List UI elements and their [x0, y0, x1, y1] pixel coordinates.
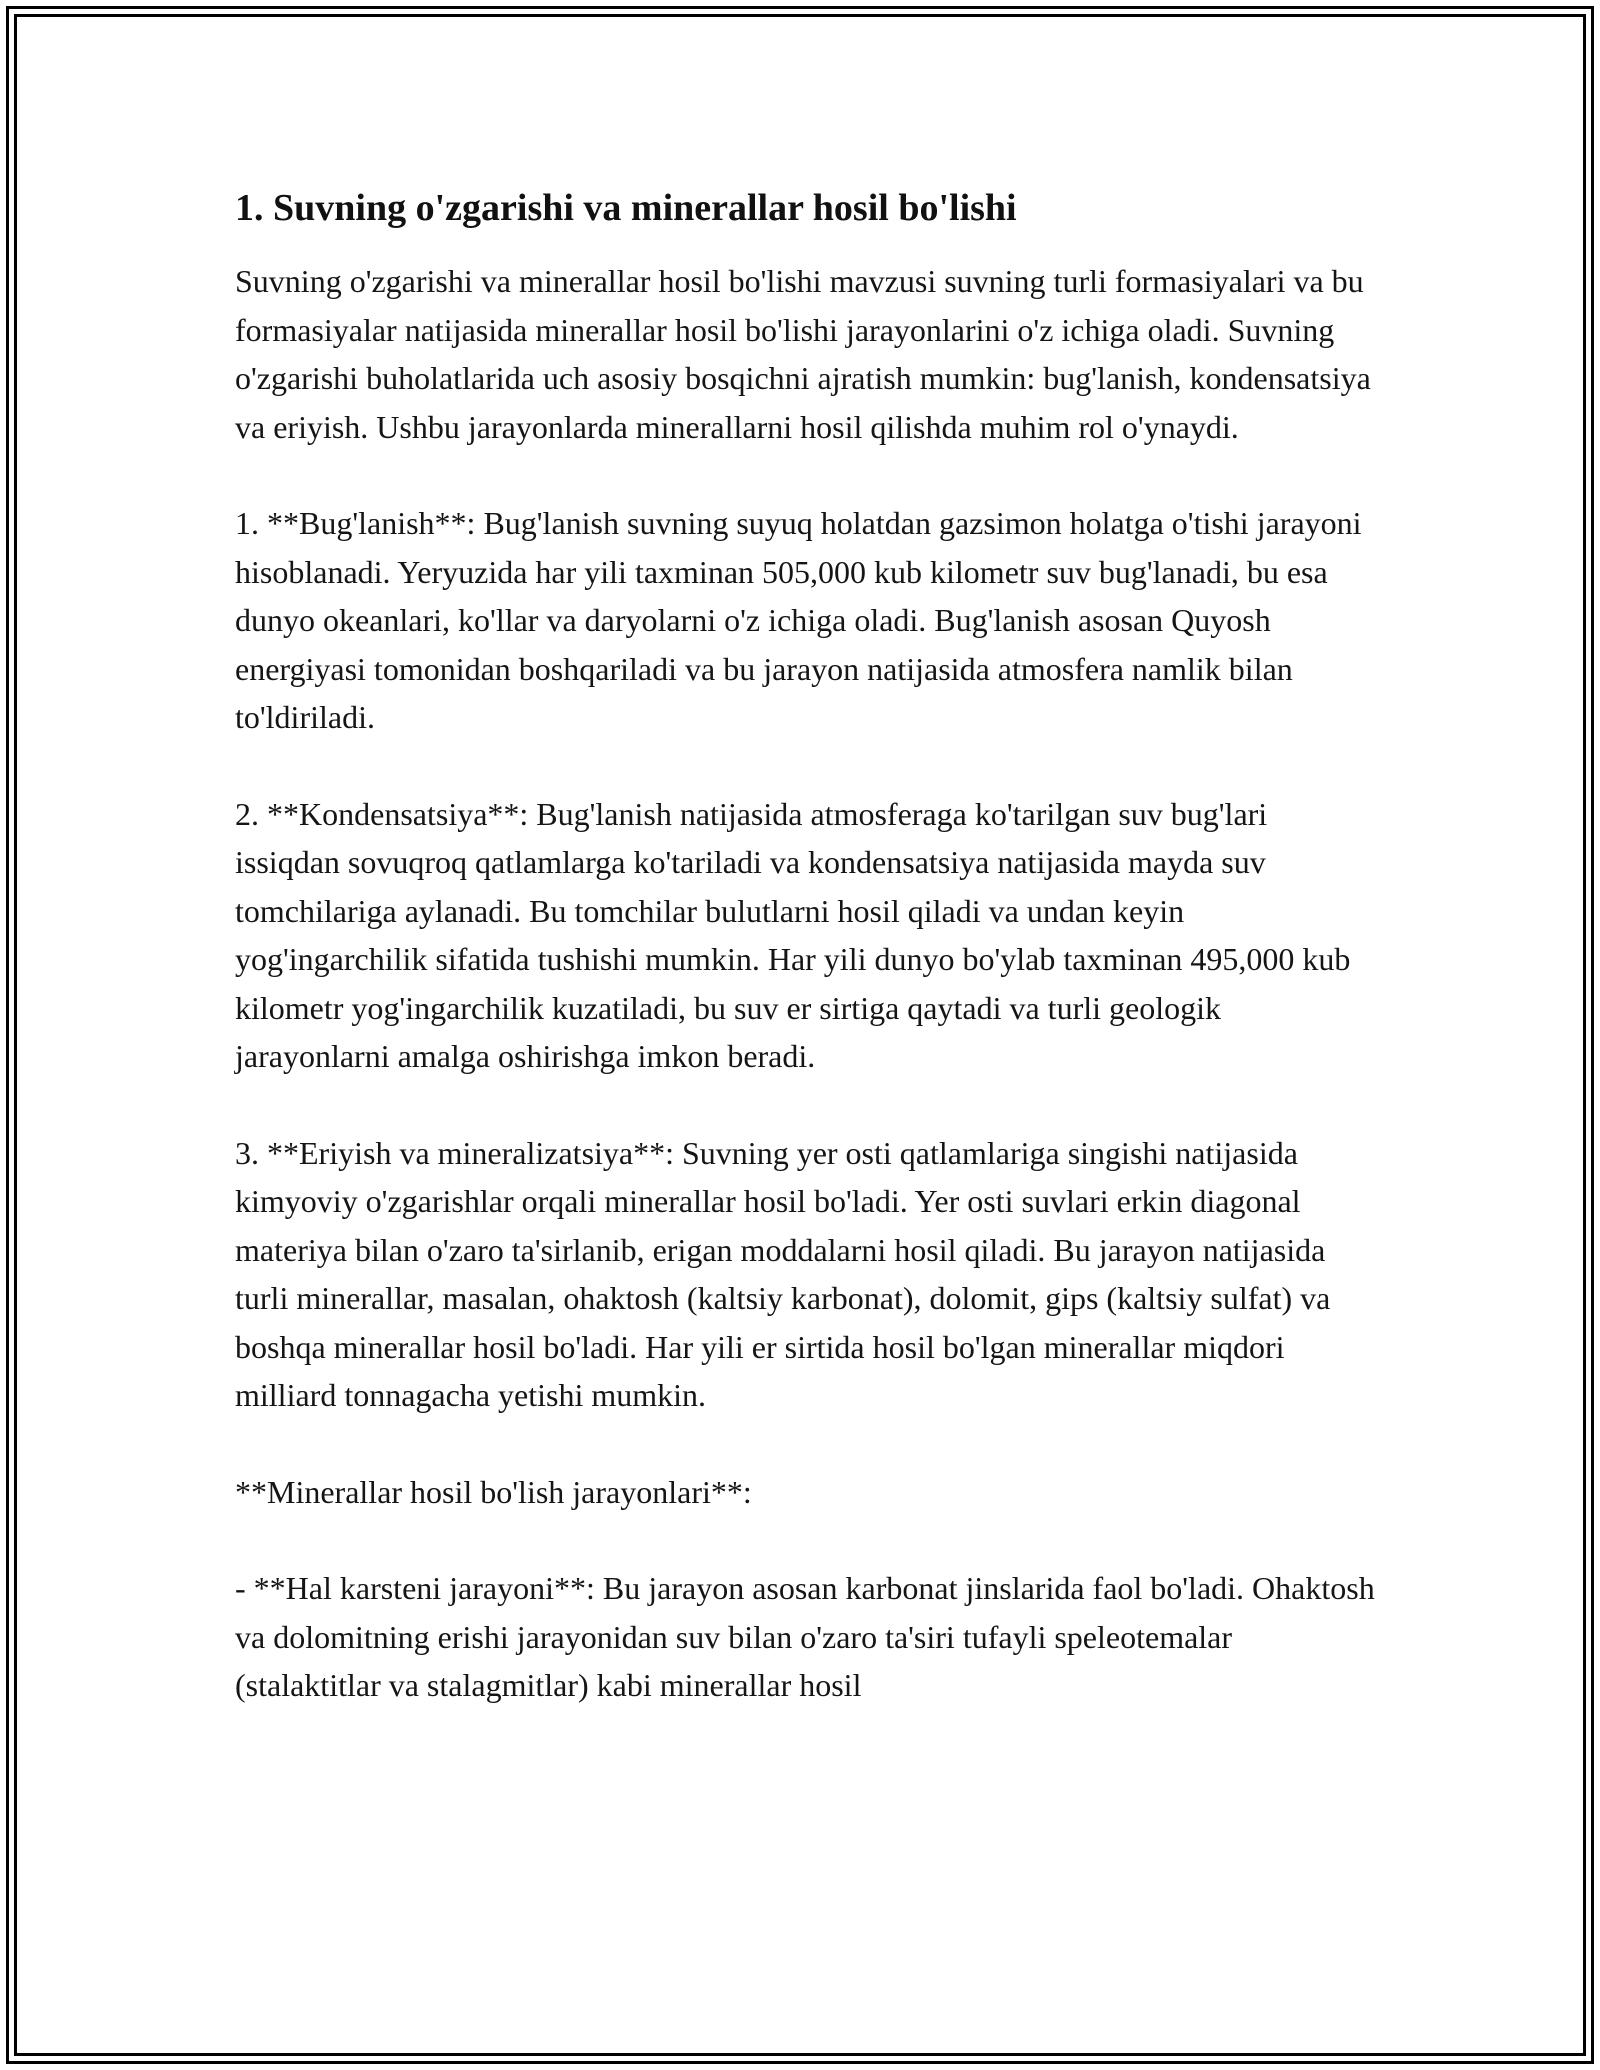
evaporation-paragraph: 1. **Bug'lanish**: Bug'lanish suvning suyuq holatdan gazsimon holatga o'tishi jarayoni hisoblanadi. Yeryuzida har yili taxminan 505,000 kub kilometr suv bug'lanadi, bu esa dunyo okeanlari, ko'llar va daryolarni o'z ichiga oladi. Bug'lanish asosan Quyosh energiyasi tomonidan boshqariladi va bu jarayon natijasida atmosfera namlik bilan to'ldiriladi.	[235, 505, 1362, 735]
intro-paragraph: Suvning o'zgarishi va minerallar hosil bo'lishi mavzusi suvning turli formasiyalari va bu formasiyalar natijasida minerallar hosil bo'lishi jarayonlarini o'z ichiga oladi. Suvning o'zgarishi buholatlarida uch asosiy bosqichni ajratish mumkin: bug'lanish, kondensatsiya va eriyish. Ushbu jarayonlarda minerallarni hosil qilishda muhim rol o'ynaydi.	[235, 263, 1371, 445]
dissolution-paragraph: 3. **Eriyish va mineralizatsiya**: Suvning yer osti qatlamlariga singishi natijasida kimyoviy o'zgarishlar orqali minerallar hosil bo'ladi. Yer osti suvlari erkin diagonal materiya bilan o'zaro ta'sirlanib, erigan moddalarni hosil qiladi. Bu jarayon natijasida turli minerallar, masalan, ohaktosh (kaltsiy karbonat), dolomit, gips (kaltsiy sulfat) va boshqa minerallar hosil bo'ladi. Har yili er sirtida hosil bo'lgan minerallar miqdori milliard tonnagacha yetishi mumkin.	[235, 1134, 1331, 1413]
processes-subheading: **Minerallar hosil bo'lish jarayonlari**:	[235, 1473, 752, 1510]
document-body	[235, 185, 1375, 1710]
section-heading: 1. Suvning o'zgarishi va minerallar hosil bo'lishi	[235, 187, 1017, 229]
condensation-paragraph: 2. **Kondensatsiya**: Bug'lanish natijasida atmosferaga ko'tarilgan suv bug'lari issiqdan sovuqroq qatlamlarga ko'tariladi va kondensatsiya natijasida mayda suv tomchilariga aylanadi. Bu tomchilar bulutlarni hosil qiladi va undan keyin yog'ingarchilik sifatida tushishi mumkin. Har yili dunyo bo'ylab taxminan 495,000 kub kilometr yog'ingarchilik kuzatiladi, bu suv er sirtiga qaytadi va turli geologik jarayonlarni amalga oshirishga imkon beradi.	[235, 795, 1351, 1074]
karst-paragraph: - **Hal karsteni jarayoni**: Bu jarayon asosan karbonat jinslarida faol bo'ladi. Ohaktosh va dolomitning erishi jarayonidan suv bilan o'zaro ta'siri tufayli speleotemalar (stalaktitlar va stalagmitlar) kabi minerallar hosil	[235, 1570, 1375, 1703]
